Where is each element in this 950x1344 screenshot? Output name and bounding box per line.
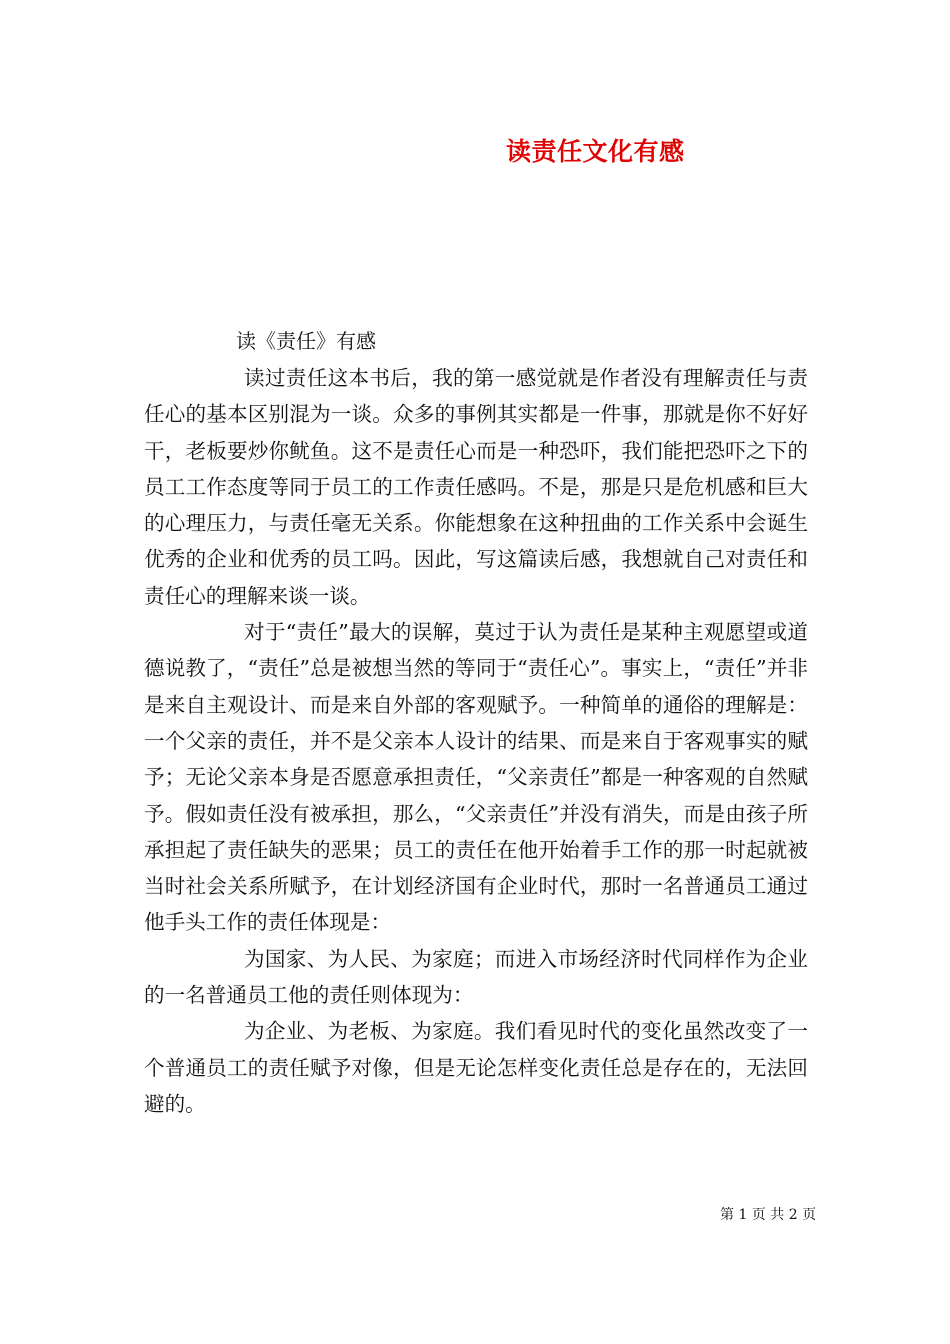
page-number-footer: 第 1 页 共 2 页 — [720, 1207, 817, 1223]
paragraph: 为企业、为老板、为家庭。我们看见时代的变化虽然改变了一个普通员工的责任赋予对像，但是无论怎样变化责任总是存在的，无法回避的。 — [144, 1019, 808, 1116]
article-body — [144, 360, 808, 1122]
document-title: 读责任文化有感 — [506, 137, 685, 166]
article-heading: 读《责任》有感 — [236, 329, 376, 353]
paragraph: 读过责任这本书后，我的第一感觉就是作者没有理解责任与责任心的基本区别混为一谈。众多的事例其实都是一件事，那就是你不好好干，老板要炒你鱿鱼。这不是责任心而是一种恐吓，我们能把恐吓之下的员工工作态度等同于员工的工作责任感吗。不是，那是只是危机感和巨大的心理压力，与责任毫无关系。你能想象在这种扭曲的工作关系中会诞生优秀的企业和优秀的员工吗。因此，写这篇读后感，我想就自己对责任和责任心的理解来谈一谈。 — [144, 366, 808, 608]
paragraph: 为国家、为人民、为家庭；而进入市场经济时代同样作为企业的一名普通员工他的责任则体现为： — [144, 946, 808, 1008]
paragraph: 对于“责任”最大的误解，莫过于认为责任是某种主观愿望或道德说教了，“责任”总是被想当然的等同于“责任心”。事实上，“责任”并非是来自主观设计、而是来自外部的客观赋予。一种简单的通俗的理解是：一个父亲的责任，并不是父亲本人设计的结果、而是来自于客观事实的赋予；无论父亲本身是否愿意承担责任，“父亲责任”都是一种客观的自然赋予。假如责任没有被承担，那么，“父亲责任”并没有消失，而是由孩子所承担起了责任缺失的恶果；员工的责任在他开始着手工作的那一时起就被当时社会关系所赋予，在计划经济国有企业时代，那时一名普通员工通过他手头工作的责任体现是： — [144, 620, 808, 935]
